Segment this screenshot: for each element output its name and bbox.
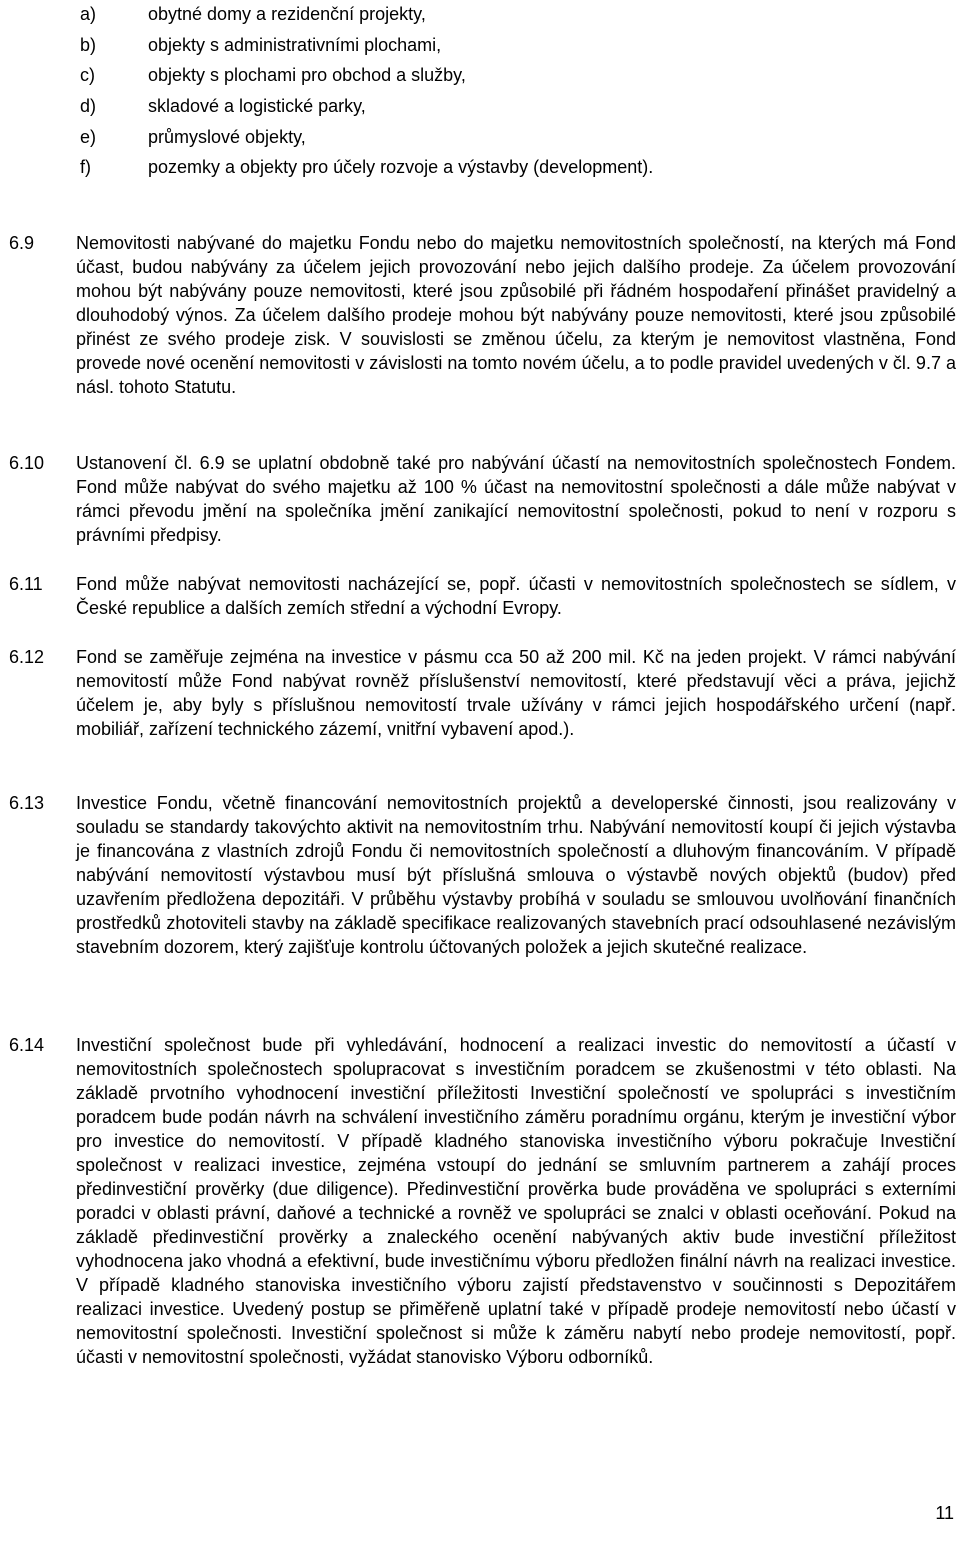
- list-item: [0, 155, 960, 186]
- list-item-text: objekty s administrativními plochami,: [148, 34, 442, 55]
- section-number: 6.10: [9, 453, 45, 473]
- list-item-text: pozemky a objekty pro účely rozvoje a výstavby (development).: [148, 157, 654, 178]
- list-item: [0, 33, 960, 64]
- list-item-text: skladové a logistické parky,: [148, 96, 366, 117]
- list-item-label: c): [80, 65, 95, 86]
- section-number: 6.9: [9, 233, 35, 253]
- list-item-label: e): [80, 126, 97, 147]
- list-item-label: b): [80, 34, 97, 55]
- section-number: 6.13: [9, 793, 45, 813]
- list-item: [0, 63, 960, 94]
- section-text: Nemovitosti nabývané do majetku Fondu nebo do majetku nemovitostních společností, na kterých má Fond účast, budou nabývány za účelem jejich provozování nebo jejich dalšího prodeje. Za účelem provozování mohou být nabývány pouze nemovitosti, které jsou způsobilé při řádném hospodaření přinášet pravidelný a dlouhodobý výnos. Za účelem dalšího prodeje mohou být nabývány pouze nemovitosti, které jsou způsobilé přinést ze svého prodeje zisk. V souvislosti se změnou účelu, za kterým je nemovitost vlastněna, Fond provede nové ocenění nemovitosti v závislosti na tomto novém účelu, a to podle pravidel uvedených v čl. 9.7 a násl. tohoto Statutu.: [76, 233, 956, 397]
- list-item-label: a): [80, 4, 97, 24]
- section-number: 6.14: [9, 1035, 45, 1055]
- list-item-label: f): [80, 157, 91, 178]
- section-number: 6.12: [9, 647, 45, 667]
- list-item-text: objekty s plochami pro obchod a služby,: [148, 65, 466, 86]
- list-item: [0, 125, 960, 156]
- section-number: 6.11: [9, 574, 43, 594]
- list-item-label: d): [80, 96, 97, 117]
- asset-type-list: [0, 2, 960, 186]
- list-item-text: průmyslové objekty,: [148, 126, 306, 147]
- list-item-text: obytné domy a rezidenční projekty,: [148, 4, 426, 24]
- section-text: Investice Fondu, včetně financování nemovitostních projektů a developerské činnosti, jsou realizovány v souladu se standardy takovýchto aktivit na nemovitostním trhu. Nabývání nemovitostí koupí či jejich výstavba je financována z vlastních zdrojů Fondu či nemovitostních společností a dluhovým financováním. V případě nabývání nemovitostí výstavbou musí být příslušná smlouva o výstavbě nových objektů (budov) před uzavřením předložena depozitáři. V průběhu výstavby probíhá v souladu se smlouvou uvolňování finančních prostředků zhotoviteli stavby na základě specifikace realizovaných stavebních prací odsouhlasené nezávislým stavebním dozorem, který zajišťuje kontrolu účtovaných položek a jejich skutečné realizace.: [76, 793, 956, 957]
- page-number: 11: [935, 1503, 954, 1523]
- section-text: Ustanovení čl. 6.9 se uplatní obdobně také pro nabývání účastí na nemovitostních společnostech Fondem. Fond může nabývat do svého majetku až 100 % účast na nemovitostní společnosti a dále může nabývat v rámci převodu jmění na společníka jmění zanikající nemovitostní společnosti, pokud to není v rozporu s právními předpisy.: [76, 453, 956, 545]
- section-text: Investiční společnost bude při vyhledávání, hodnocení a realizaci investic do nemovitostí a účastí v nemovitostních společnostech spolupracovat s investičním poradcem se zkušenostmi v této oblasti. Na základě prvotního vyhodnocení investiční příležitosti Investiční společností ve spolupráci s investičním poradcem bude podán návrh na schválení investičního záměru poradnímu orgánu, kterým je investiční výbor pro investice do nemovitostí. V případě kladného stanoviska investičního výboru pokračuje Investiční společnost v realizaci investice, zejména vstoupí do jednání se smluvním partnerem a zahájí proces předinvestiční prověrky (due diligence). Předinvestiční prověrka bude prováděna ve spolupráci s externími poradci v oblasti právní, daňové a technické a rovněž ve spolupráci se znalci v oblasti oceňování. Pokud na základě předinvestiční prověrky a znaleckého ocenění nabývaných aktiv bude investiční příležitost vyhodnocena jako vhodná a efektivní, bude investičnímu výboru předložen finální návrh na realizaci investice. V případě kladného stanoviska investičního výboru zajistí představenstvo v součinnosti s Depozitářem realizaci investice. Uvedený postup se přiměřeně uplatní také v případě prodeje nemovitostí nebo účastí v nemovitostní společnosti. Investiční společnost si může k záměru nabytí nebo prodeje nemovitostí, popř. účasti v nemovitostní společnosti, vyžádat stanovisko Výboru odborníků.: [76, 1035, 956, 1367]
- section-text: Fond se zaměřuje zejména na investice v pásmu cca 50 až 200 mil. Kč na jeden projekt. V rámci nabývání nemovitostí může Fond nabývat rovněž příslušenství nemovitostí, které představují věci a práva, jejichž účelem je, aby byly s příslušnou nemovitostí trvale užívány v rámci jejich hospodářského určení (např. mobiliář, zařízení technického zázemí, vnitřní vybavení apod.).: [76, 647, 956, 739]
- list-item: [0, 2, 960, 33]
- section-text: Fond může nabývat nemovitosti nacházející se, popř. účasti v nemovitostních společnostech se sídlem, v České republice a dalších zemích střední a východní Evropy.: [76, 574, 956, 618]
- list-item: [0, 94, 960, 125]
